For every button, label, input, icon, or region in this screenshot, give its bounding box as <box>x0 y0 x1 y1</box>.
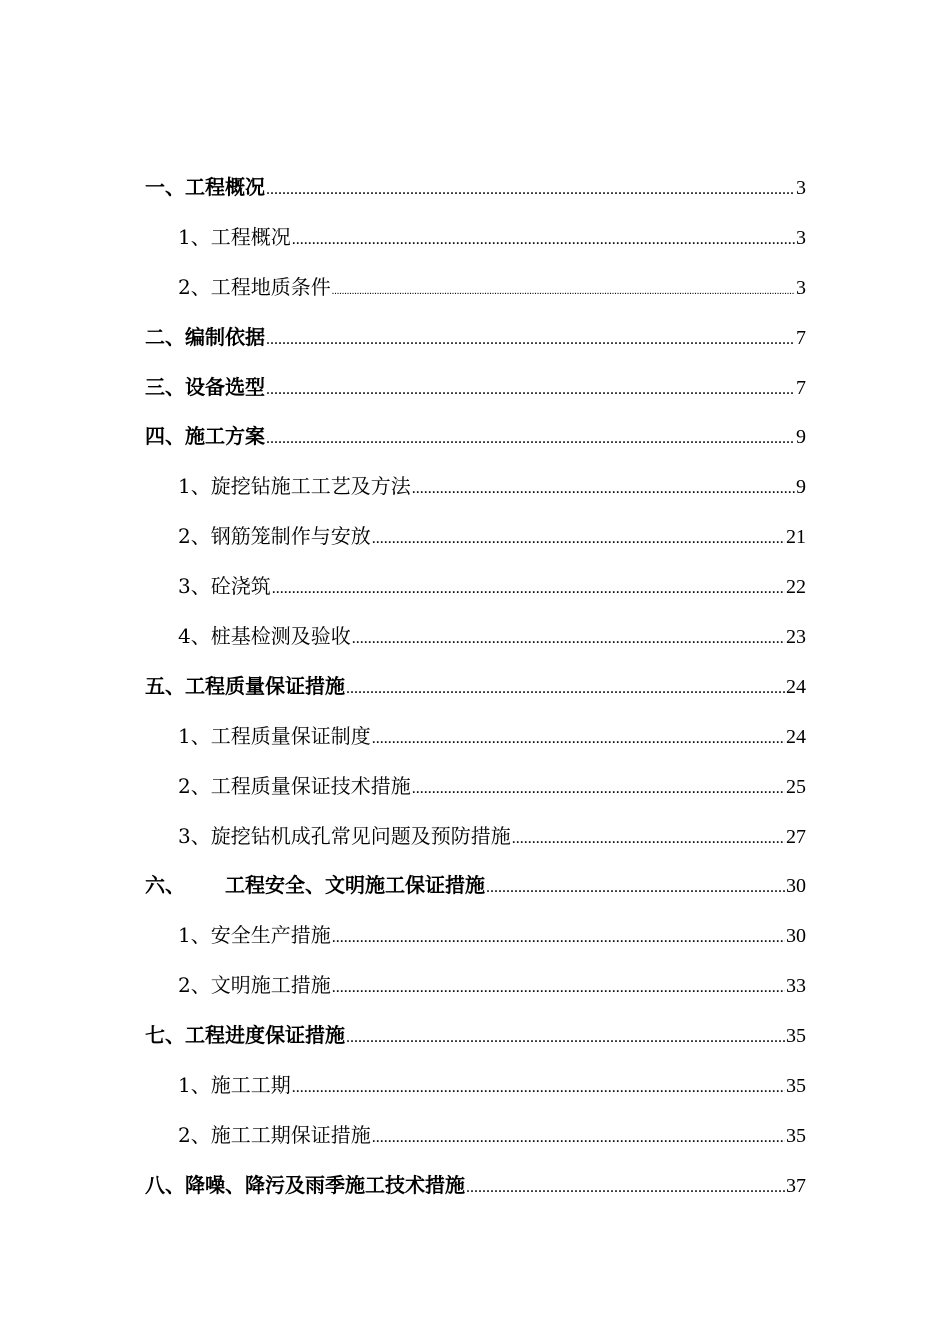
toc-section-entry[interactable] <box>145 861 806 911</box>
toc-dot-leader <box>372 1113 785 1163</box>
toc-dot-leader <box>272 564 785 614</box>
toc-entry-label: 七、工程进度保证措施 <box>145 1023 345 1048</box>
toc-section-entry[interactable] <box>145 412 806 462</box>
toc-page-number: 24 <box>786 725 806 748</box>
toc-dot-leader <box>266 165 795 215</box>
toc-entry-label: 二、编制依据 <box>145 324 265 349</box>
toc-page-number: 3 <box>796 276 806 299</box>
toc-section-entry[interactable] <box>145 363 806 413</box>
toc-dot-leader <box>266 315 795 365</box>
toc-dot-leader <box>412 464 795 514</box>
toc-entry-title: 工程安全、文明施工保证措施 <box>225 873 485 898</box>
toc-entry-label: 八、降噪、降污及雨季施工技术措施 <box>145 1172 465 1197</box>
toc-entry-label: 1、工程质量保证制度 <box>178 723 371 748</box>
toc-dot-leader <box>412 764 785 814</box>
toc-subsection-entry[interactable] <box>145 213 806 263</box>
toc-page-number: 25 <box>786 775 806 798</box>
toc-page-number: 35 <box>786 1075 806 1098</box>
toc-page-number: 30 <box>786 925 806 948</box>
toc-dot-leader <box>346 664 785 714</box>
toc-dot-leader <box>332 963 785 1013</box>
toc-dot-leader <box>466 1163 785 1213</box>
toc-page-number: 33 <box>786 975 806 998</box>
toc-subsection-entry[interactable] <box>145 911 806 961</box>
toc-subsection-entry[interactable] <box>145 1061 806 1111</box>
toc-entry-label: 2、施工工期保证措施 <box>178 1122 371 1147</box>
toc-section-entry[interactable] <box>145 662 806 712</box>
toc-page-number: 27 <box>786 825 806 848</box>
toc-dot-leader <box>512 814 785 864</box>
toc-dot-leader <box>266 365 795 415</box>
toc-page-number: 3 <box>796 177 806 199</box>
toc-dot-leader <box>352 614 785 664</box>
toc-entry-label: 五、工程质量保证措施 <box>145 673 345 698</box>
toc-page-number: 21 <box>786 526 806 549</box>
toc-entry-label: 2、钢筋笼制作与安放 <box>178 524 371 549</box>
toc-entry-number: 六、 <box>145 873 185 898</box>
toc-entry-label: 2、工程地质条件 <box>178 274 331 299</box>
toc-entry-label: 四、施工方案 <box>145 424 265 449</box>
table-of-contents <box>145 163 806 1211</box>
toc-section-entry[interactable] <box>145 1161 806 1211</box>
toc-entry-label: 2、文明施工措施 <box>178 973 331 998</box>
toc-page-number: 9 <box>796 476 806 499</box>
toc-dot-leader <box>346 1013 785 1063</box>
toc-entry-label: 一、工程概况 <box>145 175 265 199</box>
toc-entry-label: 1、施工工期 <box>178 1073 291 1098</box>
toc-page-number: 7 <box>796 376 806 399</box>
toc-subsection-entry[interactable] <box>145 562 806 612</box>
toc-page-number: 37 <box>786 1174 806 1197</box>
toc-subsection-entry[interactable] <box>145 961 806 1011</box>
toc-dot-leader <box>266 414 795 464</box>
toc-subsection-entry[interactable] <box>145 462 806 512</box>
toc-page-number: 30 <box>786 875 806 898</box>
toc-dot-leader <box>292 1063 785 1113</box>
toc-page-number: 22 <box>786 576 806 599</box>
toc-dot-leader <box>292 215 795 265</box>
toc-subsection-entry[interactable] <box>145 762 806 812</box>
toc-entry-label: 三、设备选型 <box>145 374 265 399</box>
toc-dot-leader <box>332 267 795 317</box>
toc-entry-label: 3、砼浇筑 <box>178 574 271 599</box>
toc-section-entry[interactable] <box>145 163 806 213</box>
toc-entry-label: 2、工程质量保证技术措施 <box>178 773 411 798</box>
toc-page-number: 3 <box>796 226 806 249</box>
toc-page-number: 35 <box>786 1124 806 1147</box>
toc-dot-leader <box>486 863 785 913</box>
toc-section-entry[interactable] <box>145 1011 806 1061</box>
toc-entry-label: 3、旋挖钻机成孔常见问题及预防措施 <box>178 823 511 848</box>
toc-page-number: 7 <box>796 326 806 349</box>
toc-page-number: 35 <box>786 1025 806 1048</box>
toc-entry-label: 4、桩基检测及验收 <box>178 624 351 649</box>
toc-page-number: 23 <box>786 626 806 649</box>
toc-subsection-entry[interactable] <box>145 1111 806 1161</box>
toc-subsection-entry[interactable] <box>145 712 806 762</box>
toc-subsection-entry[interactable] <box>145 512 806 562</box>
toc-page-number: 24 <box>786 675 806 698</box>
toc-entry-label <box>145 861 485 911</box>
toc-entry-label: 1、工程概况 <box>178 224 291 249</box>
toc-entry-label: 1、安全生产措施 <box>178 923 331 948</box>
toc-dot-leader <box>332 913 785 963</box>
toc-subsection-entry[interactable] <box>145 812 806 862</box>
toc-subsection-entry[interactable] <box>145 263 806 313</box>
toc-entry-label: 1、旋挖钻施工工艺及方法 <box>178 474 411 499</box>
toc-dot-leader <box>372 514 785 564</box>
toc-page-number: 9 <box>796 426 806 449</box>
toc-section-entry[interactable] <box>145 313 806 363</box>
toc-dot-leader <box>372 714 785 764</box>
toc-subsection-entry[interactable] <box>145 612 806 662</box>
